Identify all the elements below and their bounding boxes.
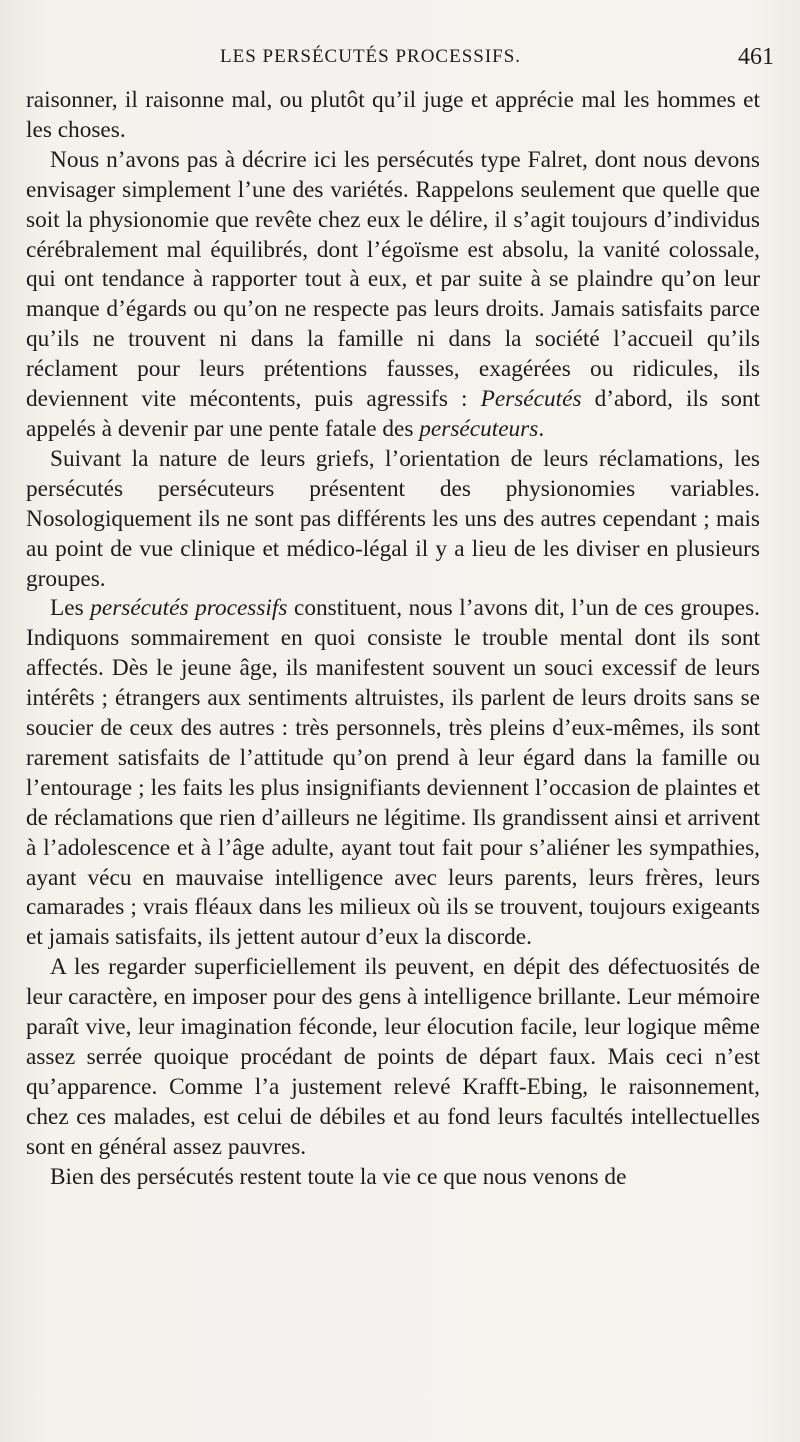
paragraph-text: A les regarder superficiellement ils peuvent, en dépit des défectuosités de leur caractère, en imposer pour des gens à intelligence brillante. Leur mémoire paraît vive, leur imagination féconde, leur élocution facile, leur logique même assez serrée quoique procédant de points de départ faux. Mais ceci n’est qu’apparence. Comme l’a justement relevé Krafft-Ebing, le raisonnement, chez ces malades, est celui de débiles et au fond leurs facultés intellectuelles sont en général assez pauvres. bbox=[26, 954, 760, 1160]
running-head: LES PERSÉCUTÉS PROCESSIFS. bbox=[220, 46, 522, 67]
paragraph bbox=[26, 594, 760, 953]
italic-text: persécutés processifs bbox=[90, 595, 288, 622]
paragraph bbox=[26, 445, 760, 595]
page-number: 461 bbox=[738, 44, 774, 70]
paragraph-text: Bien des persécutés restent toute la vie ce que nous venons de bbox=[50, 1163, 627, 1190]
paragraph-text: constituent, nous l’avons dit, l’un de ces groupes. Indiquons sommairement en quoi consiste le trouble mental dont ils sont affectés. Dès le jeune âge, ils manifestent souvent un souci excessif de leurs intérêts ; étrangers aux sentiments altruistes, ils parlent de leurs droits sans se soucier de ceux des autres : très personnels, très pleins d’eux-mêmes, ils sont rarement satisfaits de l’attitude qu’on prend à leur égard dans la famille ou l’entourage ; les faits les plus insignifiants deviennent l’occasion de plaintes et de réclamations que rien d’ailleurs ne légitime. Ils grandissent ainsi et arrivent à l’adolescence et à l’âge adulte, ayant tout fait pour s’aliéner les sympathies, ayant vécu en mauvaise intelligence avec leurs parents, leurs frères, leurs camarades ; vrais fléaux dans les milieux où ils se trouvent, toujours exigeants et jamais satisfaits, ils jettent autour d’eux la discorde. bbox=[26, 595, 760, 951]
italic-text: Persécutés bbox=[480, 386, 582, 413]
paragraph bbox=[26, 86, 760, 146]
paragraph-text: Les bbox=[50, 595, 91, 622]
paragraph-text: Nous n’avons pas à décrire ici les persécutés type Falret, dont nous devons envisager simplement l’une des variétés. Rappelons seulement que quelle que soit la physionomie que revête chez eux le délire, il s’agit toujours d’individus cérébralement mal équilibrés, dont l’égoïsme est absolu, la vanité colossale, qui ont tendance à rapporter tout à eux, et par suite à se plaindre qu’on leur manque d’égards ou qu’on ne respecte pas leurs droits. Jamais satisfaits parce qu’ils ne trouvent ni dans la famille ni dans la société l’accueil qu’ils réclament pour leurs prétentions fausses, exagérées ou ridicules, ils deviennent vite mécontents, puis agressifs : bbox=[26, 146, 760, 413]
paragraph-text: Suivant la nature de leurs griefs, l’orientation de leurs réclamations, les persécutés persécuteurs présentent des physionomies variables. Nosologiquement ils ne sont pas différents les uns des autres cependant ; mais au point de vue clinique et médico-légal il y a lieu de les diviser en plusieurs groupes. bbox=[26, 445, 760, 592]
paragraph bbox=[26, 146, 760, 445]
paragraph-text: . bbox=[538, 415, 545, 442]
page-header bbox=[26, 36, 774, 86]
paragraph-text: raisonner, il raisonne mal, ou plutôt qu’il juge et apprécie mal les hommes et les choses. bbox=[26, 87, 760, 143]
italic-text: persécuteurs bbox=[419, 415, 539, 442]
body-text bbox=[26, 86, 760, 1193]
paragraph-text: d’abord, ils sont appelés à devenir par une pente fatale des bbox=[26, 386, 760, 442]
paragraph bbox=[26, 953, 760, 1162]
paragraph bbox=[26, 1163, 760, 1193]
